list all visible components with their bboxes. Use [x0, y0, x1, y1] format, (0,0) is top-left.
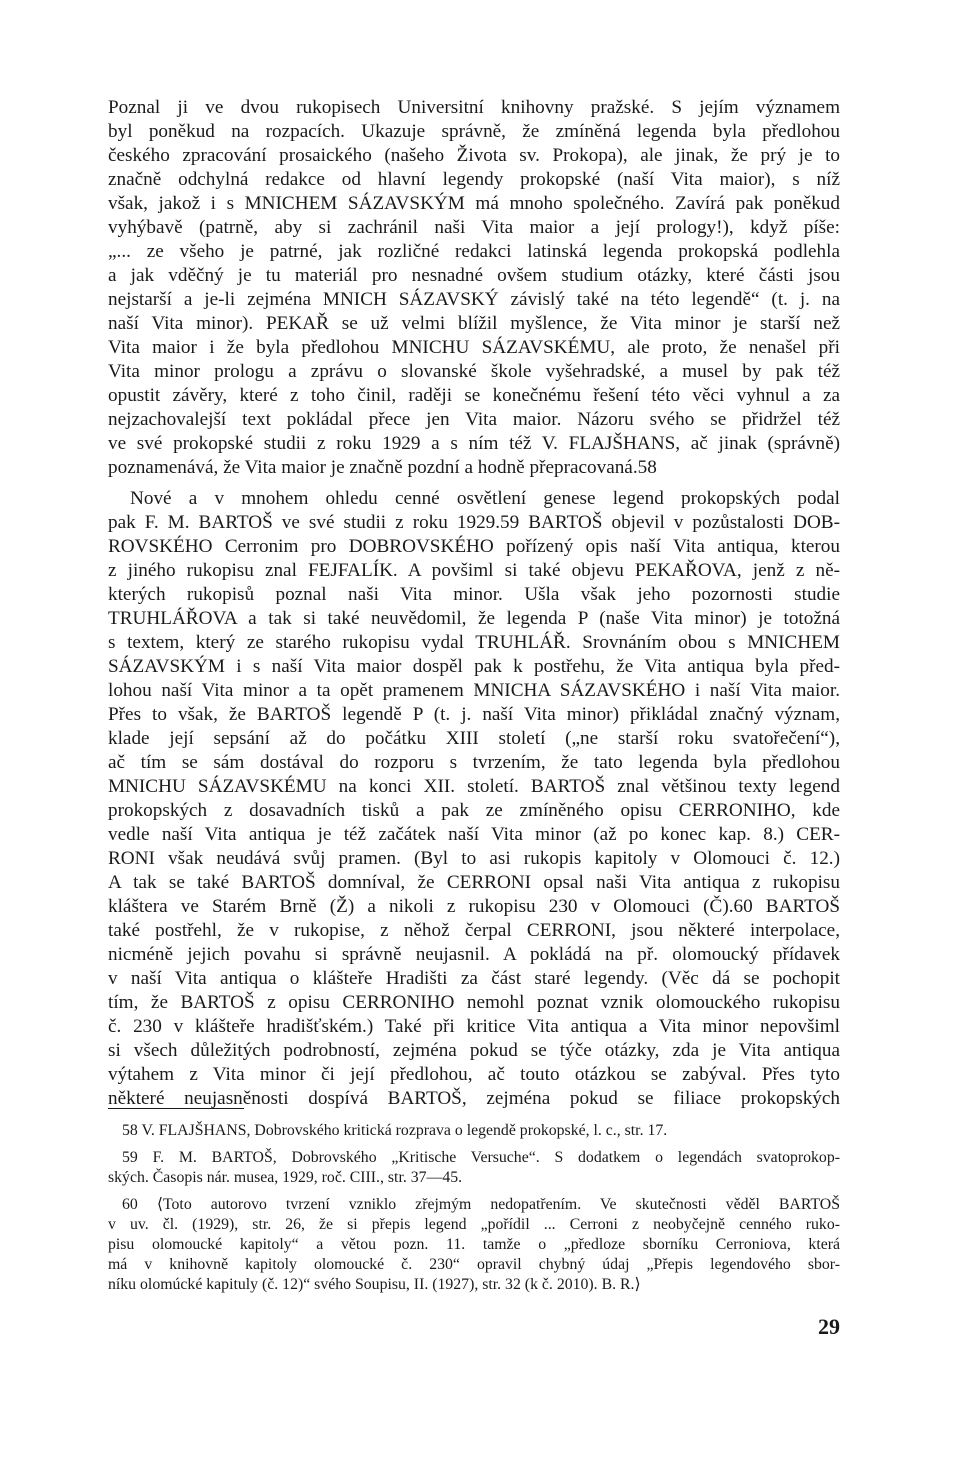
body-line: však, jakož i s MNICHEM SÁZAVSKÝM má mnoho společného. Zavírá pak poněkud: [108, 193, 840, 214]
body-line: klade její sepsání až do počátku XIII století („ne starší roku svatořečení“),: [108, 728, 840, 749]
footnote-line: pisu olomoucké kapitoly“ a větou pozn. 11. tamže o „předloze sborníku Cerroniova, která: [108, 1236, 840, 1253]
body-line: tím, že BARTOŠ z opisu CERRONIHO nemohl poznat vznik olomouckého rukopisu: [108, 992, 840, 1013]
body-line: opustit závěry, které z toho činil, raději se konečnému řešení této věci vyhnul a za: [108, 385, 840, 406]
footnote-line: má v knihovně kapitoly olomoucké č. 230“ opravil chybný údaj „Přepis legendového sbor-: [108, 1256, 840, 1273]
footnote-line: 58 V. FLAJŠHANS, Dobrovského kritická rozprava o legendě prokopské, l. c., str. 17.: [122, 1122, 668, 1139]
body-line: č. 230 v klášteře hradišťském.) Také při kritice Vita antiqua a Vita minor nepovšiml: [108, 1016, 840, 1037]
body-line: z jiného rukopisu znal FEJFALÍK. A povšiml si také objevu PEKAŘOVA, jenž z ně-: [108, 560, 840, 581]
body-line: pak F. M. BARTOŠ ve své studii z roku 1929.59 BARTOŠ objevil v pozůstalosti DOB-: [108, 512, 840, 533]
body-line: v naší Vita antiqua o klášteře Hradišti za část staré legendy. (Věc dá se pochopit: [108, 968, 840, 989]
body-line: nejzachovalejší text pokládal přece jen Vita maior. Názoru svého se přidržel též: [108, 409, 840, 430]
body-line: kterých rukopisů poznal naši Vita minor. Ušla však jeho pozornosti studie: [108, 584, 840, 605]
body-line: RONI však neudává svůj pramen. (Byl to asi rukopis kapitoly v Olomouci č. 12.): [108, 848, 840, 869]
body-line: nicméně jejich povahu si správně neujasnil. A pokládá na př. olomoucký přídavek: [108, 944, 840, 965]
body-line: MNICHU SÁZAVSKÉMU na konci XII. století. BARTOŠ znal většinou texty legend: [108, 776, 840, 797]
body-line: značně odchylná redakce od hlavní legendy prokopské (naší Vita maior), s níž: [108, 169, 840, 190]
body-line: s textem, který ze starého rukopisu vydal TRUHLÁŘ. Srovnáním obou s MNICHEM: [108, 632, 840, 653]
body-line: Poznal ji ve dvou rukopisech Universitní knihovny pražské. S jejím významem: [108, 97, 840, 118]
body-line: Vita minor prologu a zprávu o slovanské škole vyšehradské, a musel by pak též: [108, 361, 840, 382]
body-line: výtahem z Vita minor či její předlohou, ač touto otázkou se zabýval. Přes tyto: [108, 1064, 840, 1085]
body-line: lohou naší Vita minor a ta opět pramenem MNICHA SÁZAVSKÉHO i naší Vita maior.: [108, 680, 840, 701]
body-line: Nové a v mnohem ohledu cenné osvětlení genese legend prokopských podal: [130, 488, 840, 509]
body-line: Vita maior i že byla předlohou MNICHU SÁZAVSKÉMU, ale proto, že nenašel při: [108, 337, 840, 358]
footnote-rule: [108, 1108, 244, 1109]
body-line: vyhýbavě (patrně, aby si zachránil naši Vita maior a její prology!), když píše:: [108, 217, 840, 238]
body-line: českého zpracování prosaického (našeho Života sv. Prokopa), ale jinak, že prý je to: [108, 145, 840, 166]
body-line: také postřehl, že v rukopise, z něhož čerpal CERRONI, jsou některé interpolace,: [108, 920, 840, 941]
body-line: byl poněkud na rozpacích. Ukazuje správně, že zmíněná legenda byla předlohou: [108, 121, 840, 142]
page-number: 29: [818, 1314, 840, 1339]
body-line: a jak vděčný je tu materiál pro nesnadné ovšem studium otázky, které části jsou: [108, 265, 840, 286]
body-line: vedle naší Vita antiqua je též začátek naší Vita minor (až po konec kap. 8.) CER-: [108, 824, 840, 845]
footnote-line: v uv. čl. (1929), str. 26, že si přepis legend „pořídil ... Cerroni z neobyčejně cenného ruko-: [108, 1216, 840, 1233]
footnote-line: ských. Časopis nár. musea, 1929, roč. CIII., str. 37—45.: [108, 1169, 463, 1186]
body-line: SÁZAVSKÝM i s naší Vita maior dospěl pak k postřehu, že Vita antiqua byla před-: [108, 656, 840, 677]
body-line: „... ze všeho je patrné, jak rozličné redakci latinská legenda prokopská podlehla: [108, 241, 840, 262]
body-line: poznamenává, že Vita maior je značně pozdní a hodně přepracovaná.58: [108, 457, 657, 478]
body-line: ROVSKÉHO Cerronim pro DOBROVSKÉHO pořízený opis naší Vita antiqua, kterou: [108, 536, 840, 557]
body-line: Přes to však, že BARTOŠ legendě P (t. j. naší Vita minor) přikládal značný význam,: [108, 704, 840, 725]
footnote-line: 60 ⟨Toto autorovo tvrzení vzniklo zřejmým nedopatřením. Ve skutečnosti věděl BARTOŠ: [122, 1196, 840, 1213]
body-line: si všech důležitých podrobností, zejména pokud se týče otázky, zda je Vita antiqua: [108, 1040, 840, 1061]
footnote-line: níku olomúcké kapituly (č. 12)“ svého Soupisu, II. (1927), str. 32 (k č. 2010). B. R.⟩: [108, 1276, 641, 1293]
body-line: kláštera ve Starém Brně (Ž) a nikoli z rukopisu 230 v Olomouci (Č).60 BARTOŠ: [108, 896, 840, 917]
body-line: ve své prokopské studii z roku 1929 a s ním též V. FLAJŠHANS, ač jinak (správně): [108, 433, 840, 454]
body-line: TRUHLÁŘOVA a tak si také neuvědomil, že legenda P (naše Vita minor) je totožná: [108, 608, 840, 629]
body-line: naší Vita minor). PEKAŘ se už velmi blížil myšlence, že Vita minor je starší než: [108, 313, 840, 334]
body-line: některé neujasněnosti dospívá BARTOŠ, zejména pokud se filiace prokopských: [108, 1088, 840, 1109]
body-line: prokopských z dosavadních tisků a pak ze zmíněného opisu CERRONIHO, kde: [108, 800, 840, 821]
body-line: A tak se také BARTOŠ domníval, že CERRONI opsal naši Vita antiqua z rukopisu: [108, 872, 840, 893]
body-line: nejstarší a je-li zejména MNICH SÁZAVSKÝ závislý také na této legendě“ (t. j. na: [108, 289, 840, 310]
footnote-line: 59 F. M. BARTOŠ, Dobrovského „Kritische Versuche“. S dodatkem o legendách svatoprokop-: [122, 1149, 840, 1166]
body-line: ač tím se sám dostával do rozporu s tvrzením, že tato legenda byla předlohou: [108, 752, 840, 773]
